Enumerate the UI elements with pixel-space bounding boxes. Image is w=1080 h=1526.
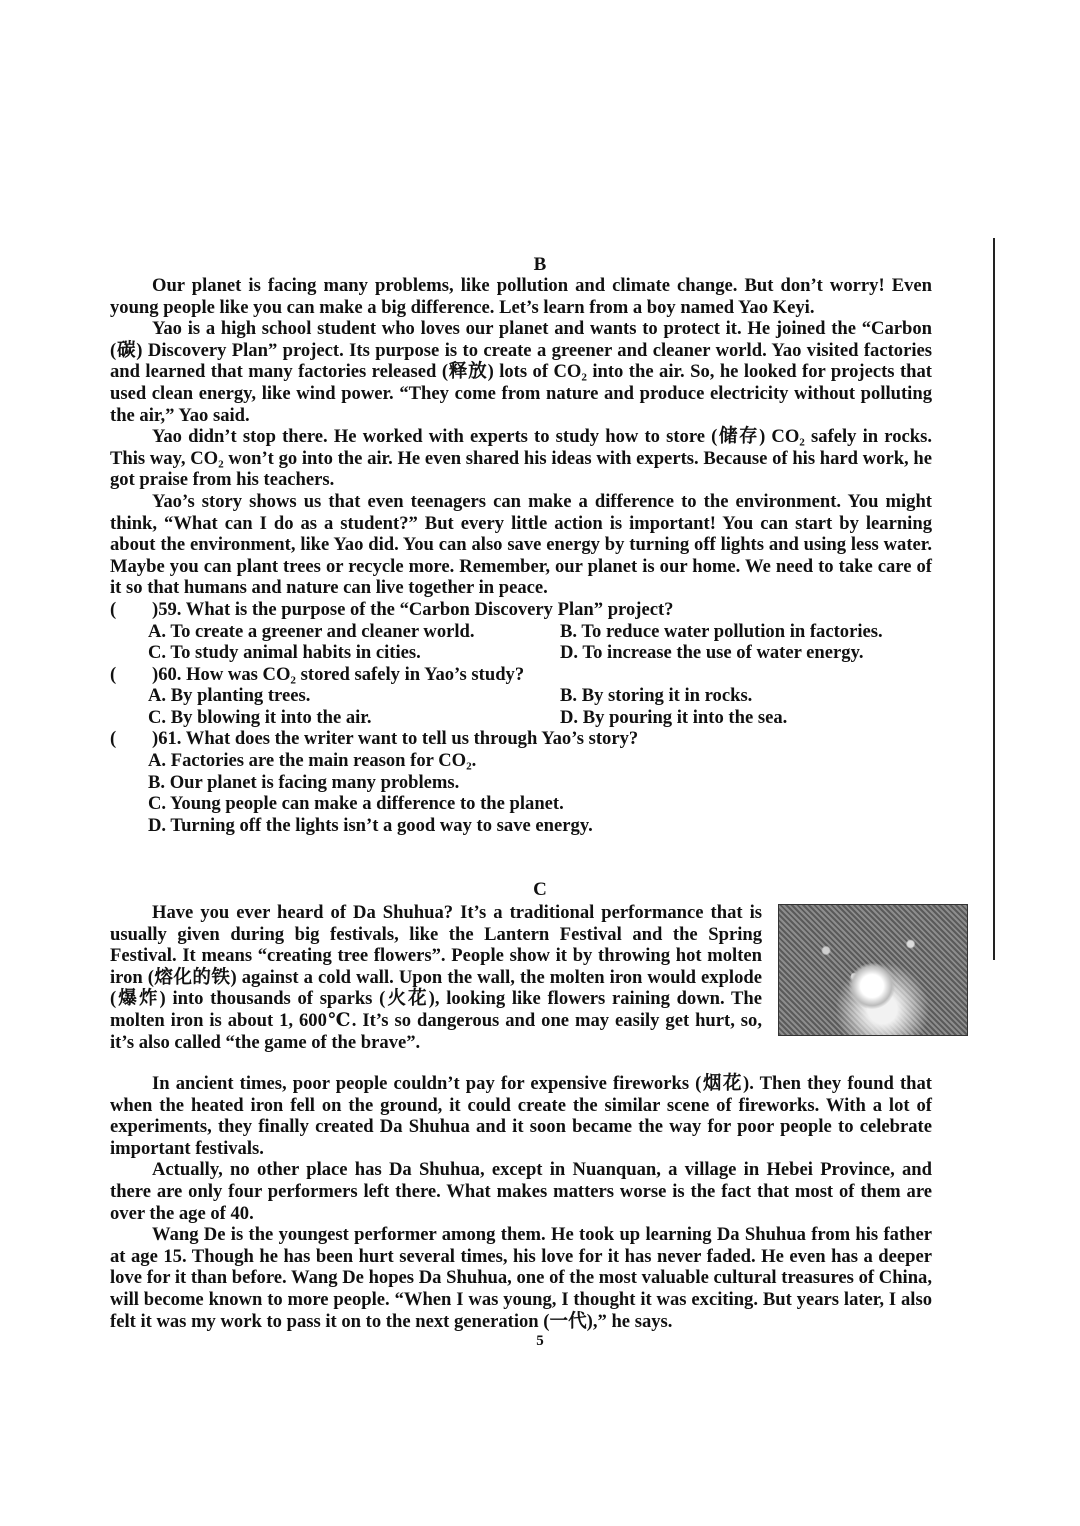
section-b-paragraph-2: Yao is a high school student who loves our planet and wants to protect it. He joined the “Carbon (碳) Discovery Plan” project. Its purpose is to create a greener and cleaner world. Yao visited factories and learned that many factories released (释放) lots of CO₂ into the air. So, he looked for projects that used clean energy, like wind power. “They come from nature and produce electricity without polluting the air,” Yao said. bbox=[110, 318, 932, 426]
question-60-stem: )60. How was CO₂ stored safely in Yao’s study? bbox=[152, 663, 525, 685]
section-c-paragraph-3: Actually, no other place has Da Shuhua, except in Nuanquan, a village in Hebei Province, and there are only four performers left there. What makes matters worse is the fact that most of them are over the age of 40. bbox=[110, 1159, 932, 1224]
answer-blank-60[interactable]: ( bbox=[110, 663, 117, 685]
spark-burst-graphic bbox=[849, 963, 895, 1009]
page-number: 5 bbox=[536, 1333, 544, 1349]
section-c-heading: C bbox=[533, 879, 547, 900]
section-c-body bbox=[110, 1073, 932, 1332]
section-c-paragraph-2: In ancient times, poor people couldn’t pay for expensive fireworks (烟花). Then they found that when the heated iron fell on the ground, it could create the similar scene of fireworks. With a lot of experiments, they finally created Da Shuhua and it soon became the way for poor people to celebrate important festivals. bbox=[110, 1073, 932, 1159]
question-59-stem: )59. What is the purpose of the “Carbon Discovery Plan” project? bbox=[152, 598, 674, 620]
question-60-option-c: C. By blowing it into the air. bbox=[148, 706, 372, 728]
question-61-option-a: A. Factories are the main reason for CO₂. bbox=[148, 750, 477, 772]
question-60-option-d: D. By pouring it into the sea. bbox=[560, 706, 788, 728]
section-c-paragraph-1: Have you ever heard of Da Shuhua? It’s a traditional performance that is usually given during big festivals, like the Lantern Festival and the Spring Festival. It means “creating tree flowers”. People show it by throwing hot molten iron (熔化的铁) against a cold wall. Upon the wall, the molten iron would explode (爆炸) into thousands of sparks (火花), looking like flowers raining down. The molten iron is about 1, 600℃. It’s so dangerous and one may easily get hurt, so, it’s also called “the game of the brave”. bbox=[110, 902, 762, 1053]
question-59-option-d: D. To increase the use of water energy. bbox=[560, 642, 864, 664]
section-b-paragraph-1: Our planet is facing many problems, like pollution and climate change. But don’t worry! Even young people like you can make a big difference. Let’s learn from a boy named Yao Keyi. bbox=[110, 275, 932, 318]
section-b-paragraph-3: Yao didn’t stop there. He worked with experts to study how to store (储存) CO₂ safely in rocks. This way, CO₂ won’t go into the air. He even shared his ideas with experts. Because of his hard work, he got praise from his teachers. bbox=[110, 426, 932, 491]
margin-rule bbox=[993, 238, 995, 960]
question-59-option-c: C. To study animal habits in cities. bbox=[148, 642, 421, 664]
question-61-option-d: D. Turning off the lights isn’t a good way to save energy. bbox=[148, 814, 593, 836]
question-61-stem: )61. What does the writer want to tell us through Yao’s story? bbox=[152, 728, 639, 750]
section-b-heading: B bbox=[533, 254, 547, 275]
question-59 bbox=[110, 599, 932, 664]
section-b-body bbox=[110, 275, 932, 836]
question-61 bbox=[110, 728, 932, 836]
question-60-option-a: A. By planting trees. bbox=[148, 685, 311, 707]
answer-blank-59[interactable]: ( bbox=[110, 598, 117, 620]
question-59-option-a: A. To create a greener and cleaner world. bbox=[148, 620, 475, 642]
question-61-option-b: B. Our planet is facing many problems. bbox=[148, 771, 460, 793]
question-59-option-b: B. To reduce water pollution in factories. bbox=[560, 620, 883, 642]
question-61-option-c: C. Young people can make a difference to the planet. bbox=[148, 793, 564, 815]
question-60 bbox=[110, 664, 932, 729]
question-60-option-b: B. By storing it in rocks. bbox=[560, 685, 753, 707]
section-c-paragraph-4: Wang De is the youngest performer among them. He took up learning Da Shuhua from his father at age 15. Though he has been hurt several times, his love for it has never faded. He even has a deeper love for it than before. Wang De hopes Da Shuhua, one of the most valuable cultural treasures of China, will become known to more people. “When I was young, I thought it was exciting. But years later, I also felt it was my work to pass it on to the next generation (一代),” he says. bbox=[110, 1224, 932, 1332]
answer-blank-61[interactable]: ( bbox=[110, 728, 117, 750]
section-c-body-wrapped bbox=[110, 902, 762, 1053]
section-b-paragraph-4: Yao’s story shows us that even teenagers can make a difference to the environment. You might think, “What can I do as a student?” But every little action is important! You can start by learning about the environment, like Yao did. You can also save energy by turning off lights and using less water. Maybe you can plant trees or recycle more. Remember, our planet is our home. We need to take care of it so that humans and nature can live together in peace. bbox=[110, 490, 932, 599]
da-shuhua-photo bbox=[778, 904, 968, 1036]
